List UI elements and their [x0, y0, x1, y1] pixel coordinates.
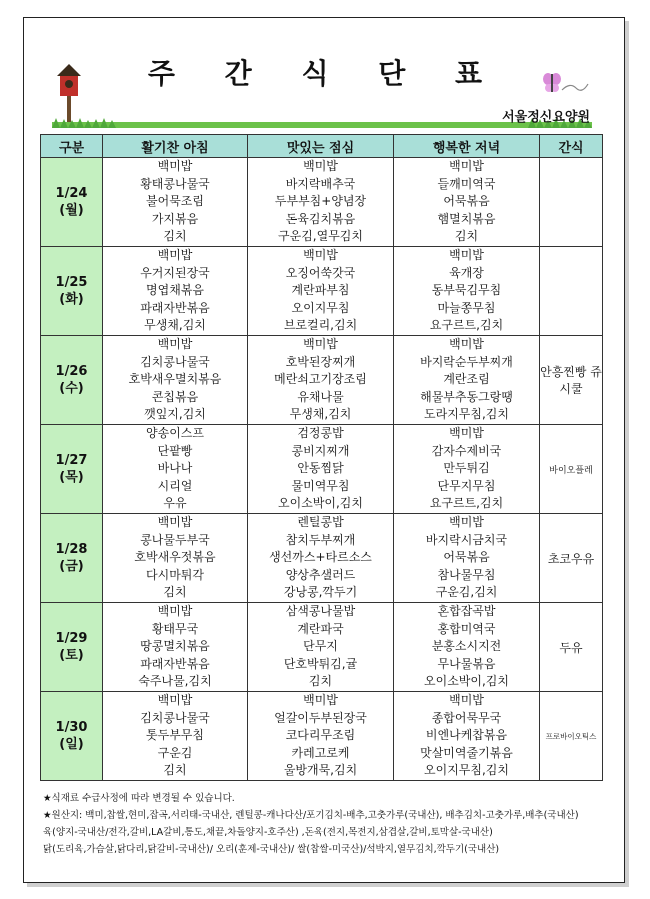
menu-item: 돈육김치볶음: [285, 211, 356, 226]
day-cell: [41, 425, 103, 514]
menu-item: 삼색콩나물밥: [285, 604, 356, 619]
menu-item: 분홍소시지전: [431, 639, 502, 654]
day-weekday: (목): [59, 470, 84, 485]
organization-name: 서울정신요양원: [502, 110, 590, 125]
menu-item: 감자수제비국: [431, 443, 502, 458]
menu-item: 종합어묵무국: [431, 710, 502, 725]
header-day: 구분: [41, 135, 103, 158]
menu-item: 호박새우멸치볶음: [128, 372, 222, 387]
menu-item: 구운김,열무김치: [278, 229, 363, 244]
menu-item: 백미밥: [157, 248, 193, 263]
day-weekday: (일): [59, 737, 84, 752]
menu-item: 시리얼: [157, 478, 193, 493]
menu-item: 혼합잡곡밥: [437, 604, 496, 619]
menu-item: 요구르트,김치: [429, 496, 504, 511]
dinner-cell: [394, 603, 540, 692]
header-dinner: 행복한 저녁: [394, 135, 540, 158]
menu-item: 김치콩나물국: [140, 710, 210, 725]
day-cell: [41, 158, 103, 247]
menu-item: 물미역무침: [291, 478, 350, 493]
dinner-cell: [394, 425, 540, 514]
lunch-cell: [248, 336, 394, 425]
breakfast-cell: [103, 425, 248, 514]
menu-item: 황태무국: [151, 621, 199, 636]
menu-item: 오이지무침,김치: [424, 763, 509, 778]
menu-item: 우거지된장국: [140, 265, 210, 280]
note-line: 닭(도리육,가슴살,닭다리,닭갈비-국내산)/ 오리(훈제-국내산)/ 쌀(찹쌀-미국산)/석박지,열무김치,깍두기(국내산): [43, 844, 500, 855]
menu-item: 땅콩멸치볶음: [140, 639, 210, 654]
menu-item: 계란조림: [443, 372, 490, 387]
breakfast-cell: [103, 692, 248, 781]
day-row: [41, 514, 603, 603]
menu-item: 김치: [163, 229, 187, 244]
day-date: 1/24: [55, 186, 88, 201]
day-date: 1/28: [55, 542, 88, 557]
day-cell: [41, 603, 103, 692]
menu-item: 렌틸콩밥: [297, 515, 344, 530]
menu-item: 파래자반볶음: [140, 300, 210, 315]
menu-item: 콩비지찌개: [291, 443, 350, 458]
menu-item: 우유: [163, 496, 187, 511]
snack-cell: [540, 247, 603, 336]
snack-cell: 초코우유: [540, 514, 603, 603]
day-row: [41, 692, 603, 781]
menu-item: 구운김,김치: [435, 585, 498, 600]
menu-item: 황태콩나물국: [140, 176, 210, 191]
note-line: ★식재료 수급사정에 따라 변경될 수 있습니다.: [43, 793, 235, 804]
menu-item: 백미밥: [303, 337, 338, 352]
menu-item: 오징어쑥갓국: [285, 265, 356, 280]
day-date: 1/30: [55, 720, 88, 735]
menu-item: 백미밥: [157, 604, 193, 619]
menu-item: 다시마튀각: [146, 567, 204, 582]
menu-item: 양송이스프: [146, 426, 204, 441]
menu-item: 홍합미역국: [437, 621, 496, 636]
note-line: ★원산지: 백미,찹쌀,현미,잡곡,서리태-국내산, 렌틸콩-캐나다산/포기김치-배추,고춧가루(국내산), 배추김치-고춧가루,배추(국내산): [43, 810, 579, 821]
snack-cell: [540, 158, 603, 247]
menu-item: 어묵볶음: [443, 550, 490, 565]
menu-item: 마늘쫑무침: [437, 300, 496, 315]
menu-item: 유채나물: [297, 389, 344, 404]
menu-item: 들깨미역국: [437, 176, 496, 191]
breakfast-cell: [103, 514, 248, 603]
dinner-cell: [394, 247, 540, 336]
menu-item: 만두튀김: [443, 461, 490, 476]
menu-item: 단무지: [303, 639, 338, 654]
menu-item: 백미밥: [449, 248, 484, 263]
menu-item: 울방개묵,김치: [283, 763, 358, 778]
menu-item: 백미밥: [157, 515, 193, 530]
snack-cell: 바이오플레: [540, 425, 603, 514]
menu-item: 김치: [308, 674, 333, 689]
menu-item: 단호박튀김,귤: [283, 656, 358, 671]
breakfast-cell: [103, 336, 248, 425]
day-cell: [41, 247, 103, 336]
menu-item: 바지락시금치국: [425, 532, 508, 547]
menu-item: 비엔나케찹볶음: [425, 728, 508, 743]
lunch-cell: [248, 247, 394, 336]
day-weekday: (금): [59, 559, 84, 574]
menu-item: 햄멸치볶음: [437, 211, 496, 226]
breakfast-cell: [103, 603, 248, 692]
menu-item: 브로컬리,김치: [283, 318, 358, 333]
day-date: 1/25: [55, 275, 88, 290]
header-breakfast: 활기찬 아침: [103, 135, 248, 158]
day-cell: [41, 336, 103, 425]
menu-item: 백미밥: [449, 426, 484, 441]
day-row: [41, 336, 603, 425]
menu-item: 백미밥: [449, 693, 484, 708]
header-lunch: 맛있는 점심: [248, 135, 394, 158]
snack-cell: 두유: [540, 603, 603, 692]
menu-item: 백미밥: [157, 693, 193, 708]
menu-item: 구운김: [157, 745, 193, 760]
menu-item: 참치두부찌개: [285, 532, 356, 547]
menu-item: 백미밥: [449, 515, 484, 530]
menu-item: 동부묵김무침: [431, 283, 502, 298]
menu-item: 가지볶음: [151, 211, 199, 226]
menu-item: 바나나: [157, 461, 193, 476]
header-row: [41, 135, 603, 158]
lunch-cell: [248, 603, 394, 692]
breakfast-cell: [103, 158, 248, 247]
menu-item: 도라지무침,김치: [424, 407, 509, 422]
menu-item: 바지락순두부찌개: [420, 354, 513, 369]
menu-item: 김치: [454, 229, 479, 244]
day-row: [41, 425, 603, 514]
day-date: 1/26: [55, 364, 88, 379]
lunch-cell: [248, 514, 394, 603]
page-title: 주 간 식 단 표: [147, 57, 503, 90]
menu-item: 해물부추동그랑땡: [420, 389, 513, 404]
day-row: [41, 603, 603, 692]
menu-item: 참나물무침: [437, 567, 496, 582]
menu-item: 코다리무조림: [285, 728, 356, 743]
snack-cell: 안흥찐빵 쥬시쿨: [540, 336, 603, 425]
menu-item: 호박새우젓볶음: [134, 550, 216, 565]
day-cell: [41, 514, 103, 603]
menu-item: 톳두부무침: [146, 728, 204, 743]
menu-item: 숙주나물,김치: [138, 674, 212, 689]
note-line: 육(양지-국내산/전각,갈비,LA갈비,통도,채끝,차돌양지-호주산) ,돈육(전지,목전지,삼겹살,갈비,토막살-국내산): [43, 827, 493, 838]
menu-item: 오이소박이,김치: [278, 496, 363, 511]
menu-item: 백미밥: [303, 693, 338, 708]
menu-item: 무나물볶음: [437, 656, 496, 671]
day-weekday: (월): [59, 203, 84, 218]
menu-item: 깻잎지,김치: [144, 407, 206, 422]
menu-item: 백미밥: [303, 248, 338, 263]
menu-item: 호박된장찌개: [285, 354, 356, 369]
menu-item: 생선까스+타르소스: [269, 550, 372, 565]
snack-cell: 프로바이오틱스: [540, 692, 603, 781]
day-date: 1/27: [55, 453, 88, 468]
menu-item: 김치콩나물국: [140, 354, 210, 369]
day-weekday: (토): [59, 648, 84, 663]
menu-item: 오이지무침: [291, 300, 350, 315]
menu-item: 검정콩밥: [297, 426, 344, 441]
dinner-cell: [394, 336, 540, 425]
menu-item: 강낭콩,깍두기: [283, 585, 358, 600]
menu-item: 백미밥: [449, 337, 484, 352]
menu-item: 명엽채볶음: [146, 283, 204, 298]
menu-item: 백미밥: [449, 159, 484, 174]
breakfast-cell: [103, 247, 248, 336]
day-weekday: (화): [59, 292, 84, 307]
menu-item: 메란쇠고기장조림: [274, 372, 367, 387]
menu-item: 파래자반볶음: [140, 656, 210, 671]
dinner-cell: [394, 692, 540, 781]
menu-item: 두부부침+양념장: [274, 194, 367, 209]
menu-item: 불어묵조림: [146, 194, 204, 209]
menu-item: 맛살미역줄기볶음: [420, 745, 513, 760]
menu-item: 바지락배추국: [285, 176, 356, 191]
menu-item: 백미밥: [157, 159, 193, 174]
menu-item: 무생채,김치: [289, 407, 352, 422]
menu-item: 육개장: [449, 265, 484, 280]
menu-item: 단무지무침: [437, 478, 496, 493]
menu-item: 양상추샐러드: [285, 567, 356, 582]
day-row: [41, 247, 603, 336]
notes: [43, 790, 608, 858]
menu-item: 안동찜닭: [297, 461, 344, 476]
menu-item: 어묵볶음: [443, 194, 490, 209]
menu-item: 김치: [163, 585, 187, 600]
menu-item: 계란파부침: [291, 283, 350, 298]
menu-item: 카레고로케: [291, 745, 350, 760]
lunch-cell: [248, 425, 394, 514]
lunch-cell: [248, 158, 394, 247]
menu-item: 콩나물두부국: [140, 532, 210, 547]
dinner-cell: [394, 158, 540, 247]
menu-item: 오이소박이,김치: [424, 674, 509, 689]
day-row: [41, 158, 603, 247]
menu-item: 백미밥: [303, 159, 338, 174]
menu-item: 단팥빵: [157, 443, 193, 458]
menu-item: 무생채,김치: [144, 318, 206, 333]
day-date: 1/29: [55, 631, 88, 646]
menu-item: 얼갈이두부된장국: [274, 710, 367, 725]
day-weekday: (수): [59, 381, 84, 396]
menu-item: 백미밥: [157, 337, 193, 352]
menu-item: 계란파국: [297, 621, 344, 636]
lunch-cell: [248, 692, 394, 781]
menu-item: 김치: [163, 763, 187, 778]
menu-item: 요구르트,김치: [429, 318, 504, 333]
weekly-menu-table: [40, 134, 603, 781]
day-cell: [41, 692, 103, 781]
header-snack: 간식: [540, 135, 603, 158]
menu-item: 콘칩볶음: [151, 389, 199, 404]
dinner-cell: [394, 514, 540, 603]
